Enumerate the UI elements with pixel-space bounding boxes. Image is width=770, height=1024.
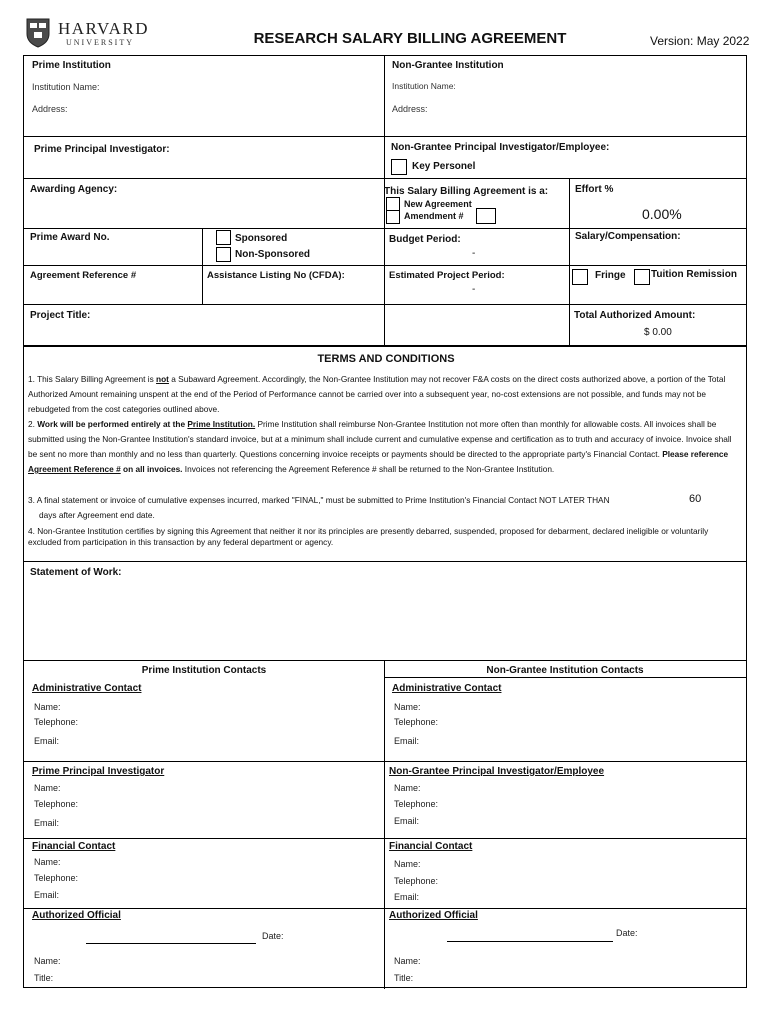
amendment-checkbox[interactable] [386,210,400,224]
key-personnel-checkbox[interactable] [391,159,407,175]
nongrantee-institution-name-label: Institution Name: [392,81,456,91]
ng-financial-telephone: Telephone: [394,876,439,886]
prime-pi-name: Name: [34,783,61,793]
new-agreement-label: New Agreement [404,199,472,209]
prime-official-name: Name: [34,956,61,966]
ng-official-name: Name: [394,956,421,966]
prime-admin-contact-title: Administrative Contact [32,683,142,694]
new-agreement-checkbox[interactable] [386,197,400,211]
effort-value: 0.00% [642,206,682,222]
logo-name: HARVARD [58,19,150,38]
prime-address-label: Address: [32,104,68,114]
tuition-remission-label: Tuition Remission [651,269,737,280]
prime-admin-name: Name: [34,702,61,712]
non-sponsored-checkbox[interactable] [216,247,231,262]
budget-period-label: Budget Period: [389,234,461,245]
prime-authorized-official-title: Authorized Official [32,910,121,921]
form-title: RESEARCH SALARY BILLING AGREEMENT [253,30,567,47]
fringe-checkbox[interactable] [572,269,588,285]
cfda-label: Assistance Listing No (CFDA): [207,270,345,281]
ng-authorized-official-title: Authorized Official [389,910,478,921]
total-authorized-value: $ 0.00 [644,327,672,338]
ng-pi-telephone: Telephone: [394,799,439,809]
harvard-logo [26,18,150,52]
term-3-cont: days after Agreement end date. [39,510,155,520]
estimated-period-value: - [472,284,476,295]
prime-financial-contact-title: Financial Contact [32,841,116,852]
nongrantee-address-label: Address: [392,104,428,114]
prime-financial-telephone: Telephone: [34,873,79,883]
non-sponsored-label: Non-Sponsored [235,249,310,260]
prime-institution-name-label: Institution Name: [32,82,100,92]
tuition-remission-checkbox[interactable] [634,269,650,285]
nongrantee-pi-label: Non-Grantee Principal Investigator/Employee: [391,142,610,153]
ng-pi-contact-title: Non-Grantee Principal Investigator/Employee [389,766,605,777]
terms-title: TERMS AND CONDITIONS [317,353,455,365]
ng-pi-name: Name: [394,783,421,793]
key-personnel-label: Key Personel [412,161,476,172]
ng-financial-email: Email: [394,892,420,902]
fringe-label: Fringe [595,270,626,281]
prime-institution-heading: Prime Institution [32,60,111,71]
term-4: 4. Non-Grantee Institution certifies by signing this Agreement that neither it nor its principles are presently debarred, suspended, proposed for debarment, declared ineligible or voluntarily excluded from participation in this transaction by any federal department or agency. [28,526,709,547]
statement-of-work-label: Statement of Work: [30,567,122,578]
prime-pi-contact-title: Prime Principal Investigator [32,766,165,777]
prime-admin-email: Email: [34,736,60,746]
sponsored-label: Sponsored [235,233,288,244]
amendment-label: Amendment # [404,211,464,221]
ng-official-title: Title: [394,973,414,983]
agreement-type-label: This Salary Billing Agreement is a: [384,186,549,197]
ng-admin-contact-title: Administrative Contact [392,683,502,694]
prime-award-label: Prime Award No. [30,232,110,243]
prime-pi-email: Email: [34,818,60,828]
logo-sub: UNIVERSITY [66,38,134,47]
effort-label: Effort % [575,184,614,195]
ng-pi-email: Email: [394,816,420,826]
nongrantee-institution-heading: Non-Grantee Institution [392,60,504,71]
term-1: 1. This Salary Billing Agreement is not a Subaward Agreement. Accordingly, the Non-Grantee Institution may not recover F&A costs on the direct costs authorized above, a portion of the Total Authorized Amount remaining unspent at the end of the Period of Performance cannot be carried over into a subsequent year, no-cost extensions are not possible, and funds may not be rebudgeted from the cost categories outlined above. [28,374,726,414]
prime-signature-date: Date: [262,931,284,941]
sponsored-checkbox[interactable] [216,230,231,245]
ng-admin-telephone: Telephone: [394,717,439,727]
ng-financial-name: Name: [394,859,421,869]
project-title-label: Project Title: [30,310,91,321]
ng-signature-line[interactable] [447,941,613,942]
estimated-period-label: Estimated Project Period: [389,270,505,281]
ng-admin-email: Email: [394,736,420,746]
awarding-agency-label: Awarding Agency: [30,184,118,195]
prime-pi-telephone: Telephone: [34,799,79,809]
salary-label: Salary/Compensation: [575,231,681,242]
term-3: 3. A final statement or invoice of cumulative expenses incurred, marked "FINAL," must be submitted to Prime Institution's Financial Contact NOT LATER THAN [28,495,610,505]
prime-financial-email: Email: [34,890,60,900]
harvard-shield-icon [26,18,50,48]
prime-official-title: Title: [34,973,54,983]
prime-signature-line[interactable] [86,943,256,944]
prime-contacts-heading: Prime Institution Contacts [141,665,267,676]
version-label: Version: May 2022 [650,34,750,48]
term-2: 2. Work will be performed entirely at the Prime Institution. Prime Institution shall reimburse Non-Grantee Institution not more often than monthly for allowable costs. All invoices shall be submitted using the Non-Grantee Institution's standard invoice, but at a minimum shall include current and cumulative expense and certification as to truth and accuracy of invoice. Invoice shall be sent no more than monthly and no less than quarterly. Questions concerning invoice receipts or payments should be directed to the appropriate party's Financial Contact. Please reference Agreement Reference # on all invoices. Invoices not referencing the Agreement Reference # shall be returned to the Non-Grantee Institution. [28,419,732,474]
final-invoice-days: 60 [689,493,702,505]
agreement-reference-label: Agreement Reference # [30,270,137,281]
agreement-form [23,55,747,988]
prime-admin-telephone: Telephone: [34,717,79,727]
total-authorized-label: Total Authorized Amount: [574,310,696,321]
ng-signature-date: Date: [616,928,638,938]
budget-period-value: - [472,248,476,259]
ng-financial-contact-title: Financial Contact [389,841,473,852]
ng-admin-name: Name: [394,702,421,712]
prime-pi-label: Prime Principal Investigator: [34,144,170,155]
amendment-number-field[interactable] [476,208,496,224]
nongrantee-contacts-heading: Non-Grantee Institution Contacts [486,665,644,676]
prime-financial-name: Name: [34,857,61,867]
